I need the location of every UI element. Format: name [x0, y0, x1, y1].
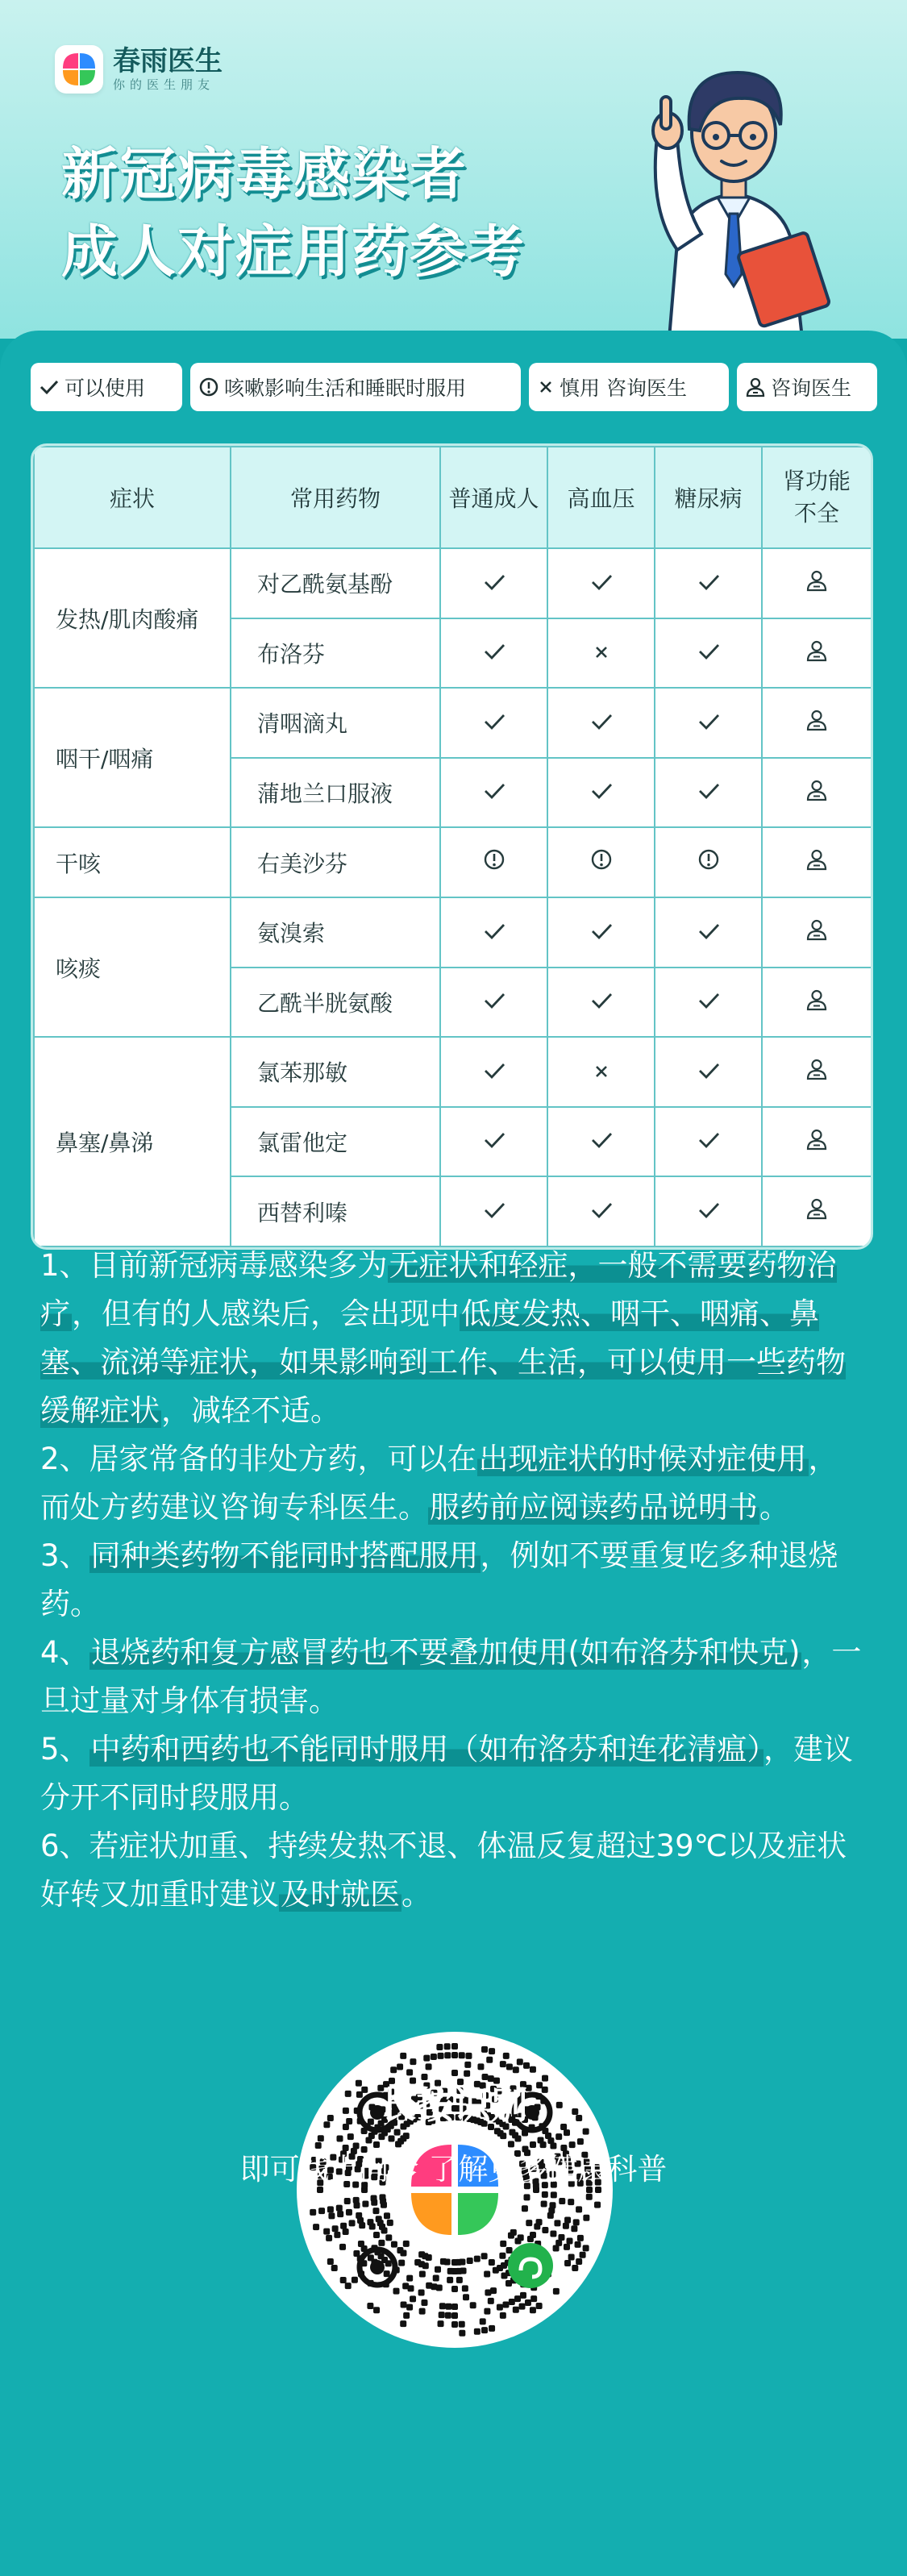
brand-logo — [55, 45, 103, 94]
usage-cell — [547, 758, 655, 828]
usage-cell — [655, 548, 762, 618]
table-row — [34, 688, 872, 758]
check-icon — [697, 780, 721, 806]
consult-doctor-icon — [805, 709, 828, 737]
usage-cell — [547, 688, 655, 758]
column-header: 症状 — [34, 447, 231, 548]
usage-cell — [762, 968, 872, 1038]
note-text: 6、若症状加重、持续发热不退、体温反复超过39℃以及症状好转又加重时建议 — [40, 1829, 847, 1912]
qr-subtitle: 即可线上问诊 了解更多健康科普 — [239, 2152, 668, 2187]
exclamation-circle-icon — [198, 377, 219, 397]
check-icon — [589, 780, 614, 806]
consult-doctor-icon — [805, 1197, 828, 1226]
usage-cell — [762, 827, 872, 897]
usage-cell — [655, 1107, 762, 1177]
consult-doctor-icon — [805, 779, 828, 807]
note-highlight: 及时就医 — [281, 1877, 400, 1912]
note-text: ，减轻不适。 — [161, 1393, 340, 1428]
symptom-cell: 发热/肌肉酸痛 — [34, 548, 231, 688]
consult-doctor-icon — [805, 1058, 828, 1086]
symptom-cell: 鼻塞/鼻涕 — [34, 1037, 231, 1246]
check-icon — [589, 1129, 614, 1155]
check-icon — [589, 920, 614, 947]
drug-cell: 对乙酰氨基酚 — [231, 548, 440, 618]
note-text: 5、 — [40, 1732, 89, 1767]
usage-cell — [655, 1037, 762, 1107]
usage-cell — [762, 1107, 872, 1177]
consult-doctor-icon — [805, 918, 828, 947]
usage-cell — [547, 968, 655, 1038]
check-icon — [482, 1129, 506, 1155]
usage-cell — [762, 548, 872, 618]
column-header: 糖尿病 — [655, 447, 762, 548]
check-icon — [482, 1059, 506, 1086]
note-text: 3、 — [40, 1538, 89, 1573]
check-icon — [697, 710, 721, 737]
note-highlight: 服药前应阅读药品说明书 — [430, 1490, 758, 1525]
usage-cell — [440, 618, 547, 689]
symptom-cell: 干咳 — [34, 827, 231, 897]
note-paragraph — [40, 1822, 863, 1919]
usage-cell — [440, 1107, 547, 1177]
note-text: ，一旦过量对身体有损害。 — [40, 1635, 862, 1718]
check-icon — [589, 989, 614, 1016]
usage-cell — [440, 548, 547, 618]
table-row — [34, 548, 872, 618]
note-text: ，例如不要重复吃多种退烧药。 — [40, 1538, 838, 1621]
check-icon — [589, 571, 614, 597]
note-highlight: 中药和西药也不能同时服用（如布洛芬和连花清瘟） — [90, 1732, 763, 1767]
consult-doctor-icon — [805, 569, 828, 597]
consult-doctor-icon — [805, 639, 828, 668]
note-text: 1、目前新冠病毒感染多为 — [40, 1248, 388, 1283]
page-title-line-1: 新冠病毒感染者 — [61, 141, 468, 207]
note-text: ，建议分开不同时段服用。 — [40, 1732, 854, 1815]
usage-cell — [547, 1176, 655, 1246]
usage-cell — [440, 1176, 547, 1246]
drug-cell: 氨溴索 — [231, 897, 440, 968]
brand-name: 春雨医生 — [113, 45, 223, 77]
header-banner — [0, 0, 907, 339]
check-icon — [482, 710, 506, 737]
legend-item-consult — [737, 363, 877, 411]
usage-cell — [655, 688, 762, 758]
symptom-cell: 咳痰 — [34, 897, 231, 1037]
check-icon — [697, 989, 721, 1016]
consult-doctor-icon — [745, 377, 766, 397]
column-header: 普通成人 — [440, 447, 547, 548]
usage-cell — [547, 548, 655, 618]
legend-label: 咳嗽影响生活和睡眠时服用 — [224, 377, 467, 400]
check-icon — [697, 640, 721, 667]
drug-cell: 西替利嗪 — [231, 1176, 440, 1246]
note-paragraph — [40, 1629, 863, 1725]
check-icon — [482, 1199, 506, 1226]
note-highlight: 同种类药物不能同时搭配服用 — [90, 1538, 479, 1573]
cross-icon — [537, 378, 555, 396]
usage-cell — [655, 897, 762, 968]
usage-cell — [547, 897, 655, 968]
main-card — [0, 331, 907, 2576]
check-icon — [482, 780, 506, 806]
table-header-row — [34, 447, 872, 548]
drug-cell: 蒲地兰口服液 — [231, 758, 440, 828]
usage-cell — [440, 688, 547, 758]
table-row — [34, 1037, 872, 1107]
symptom-cell: 咽干/咽痛 — [34, 688, 231, 827]
drug-cell: 氯苯那敏 — [231, 1037, 440, 1107]
check-icon — [589, 1199, 614, 1226]
usage-cell — [547, 1107, 655, 1177]
column-header: 高血压 — [547, 447, 655, 548]
note-paragraph — [40, 1532, 863, 1629]
cross-icon — [593, 640, 610, 667]
legend — [31, 363, 877, 411]
drug-cell: 清咽滴丸 — [231, 688, 440, 758]
usage-cell — [762, 618, 872, 689]
drug-cell: 氯雷他定 — [231, 1107, 440, 1177]
doctor-illustration — [580, 40, 887, 339]
note-highlight: 低度发热、咽干、咽痛、鼻塞、流涕等症状，如果影响到工作、生活，可以使用一些药物缓解症状 — [40, 1296, 846, 1428]
check-icon — [697, 1129, 721, 1155]
note-highlight: 退烧药和复方感冒药也不要叠加使用(如布洛芬和快克) — [90, 1635, 801, 1670]
check-icon — [39, 378, 60, 396]
legend-label: 慎用 咨询医生 — [560, 377, 687, 400]
table-row — [34, 897, 872, 968]
usage-cell — [762, 758, 872, 828]
usage-cell — [440, 758, 547, 828]
usage-cell — [547, 1037, 655, 1107]
check-icon — [697, 1059, 721, 1086]
cross-icon — [593, 1059, 610, 1086]
check-icon — [697, 571, 721, 597]
usage-cell — [655, 827, 762, 897]
exclamation-circle-icon — [697, 848, 720, 876]
drug-cell: 右美沙芬 — [231, 827, 440, 897]
medication-table — [31, 443, 873, 1250]
legend-item-caution — [529, 363, 729, 411]
usage-cell — [762, 897, 872, 968]
note-text: ，而处方药建议咨询专科医生。 — [40, 1442, 838, 1525]
check-icon — [482, 989, 506, 1016]
usage-cell — [762, 688, 872, 758]
usage-cell — [655, 618, 762, 689]
wechat-mini-program-icon — [508, 2243, 553, 2288]
usage-cell — [762, 1037, 872, 1107]
note-highlight: 无症状和轻症，一般不需要药物治疗 — [40, 1248, 837, 1331]
legend-label: 咨询医生 — [771, 377, 852, 400]
usage-cell — [547, 618, 655, 689]
drug-cell: 布洛芬 — [231, 618, 440, 689]
column-header: 肾功能 不全 — [762, 447, 872, 548]
check-icon — [697, 920, 721, 947]
brand-slogan: 你的医生朋友 — [113, 77, 215, 92]
exclamation-circle-icon — [483, 848, 506, 876]
usage-cell — [655, 758, 762, 828]
note-text: ，但有的人感染后，会出现中 — [72, 1296, 460, 1331]
legend-item-can-use — [31, 363, 182, 411]
usage-cell — [440, 968, 547, 1038]
usage-cell — [547, 827, 655, 897]
usage-cell — [762, 1176, 872, 1246]
check-icon — [482, 571, 506, 597]
check-icon — [697, 1199, 721, 1226]
note-text: 4、 — [40, 1635, 89, 1670]
usage-cell — [440, 897, 547, 968]
check-icon — [482, 920, 506, 947]
qr-title: 长按识别 — [379, 2083, 528, 2127]
check-icon — [589, 710, 614, 737]
usage-cell — [655, 1176, 762, 1246]
legend-item-cough — [190, 363, 521, 411]
usage-cell — [440, 827, 547, 897]
consult-doctor-icon — [805, 848, 828, 876]
usage-cell — [440, 1037, 547, 1107]
note-text: 。 — [401, 1877, 431, 1912]
usage-cell — [655, 968, 762, 1038]
table-row — [34, 827, 872, 897]
check-icon — [482, 640, 506, 667]
brand — [55, 45, 223, 94]
legend-label: 可以使用 — [64, 377, 146, 400]
page-title-line-2: 成人对症用药参考 — [61, 218, 526, 285]
consult-doctor-icon — [805, 1128, 828, 1156]
note-paragraph — [40, 1242, 863, 1435]
drug-cell: 乙酰半胱氨酸 — [231, 968, 440, 1038]
note-paragraph — [40, 1435, 863, 1532]
note-text: 。 — [759, 1490, 789, 1525]
column-header: 常用药物 — [231, 447, 440, 548]
notes — [40, 1242, 863, 1919]
exclamation-circle-icon — [590, 848, 613, 876]
note-highlight: 出现症状的时候对症使用 — [478, 1442, 807, 1476]
consult-doctor-icon — [805, 988, 828, 1017]
note-paragraph — [40, 1725, 863, 1822]
note-text: 2、居家常备的非处方药，可以在 — [40, 1442, 477, 1476]
